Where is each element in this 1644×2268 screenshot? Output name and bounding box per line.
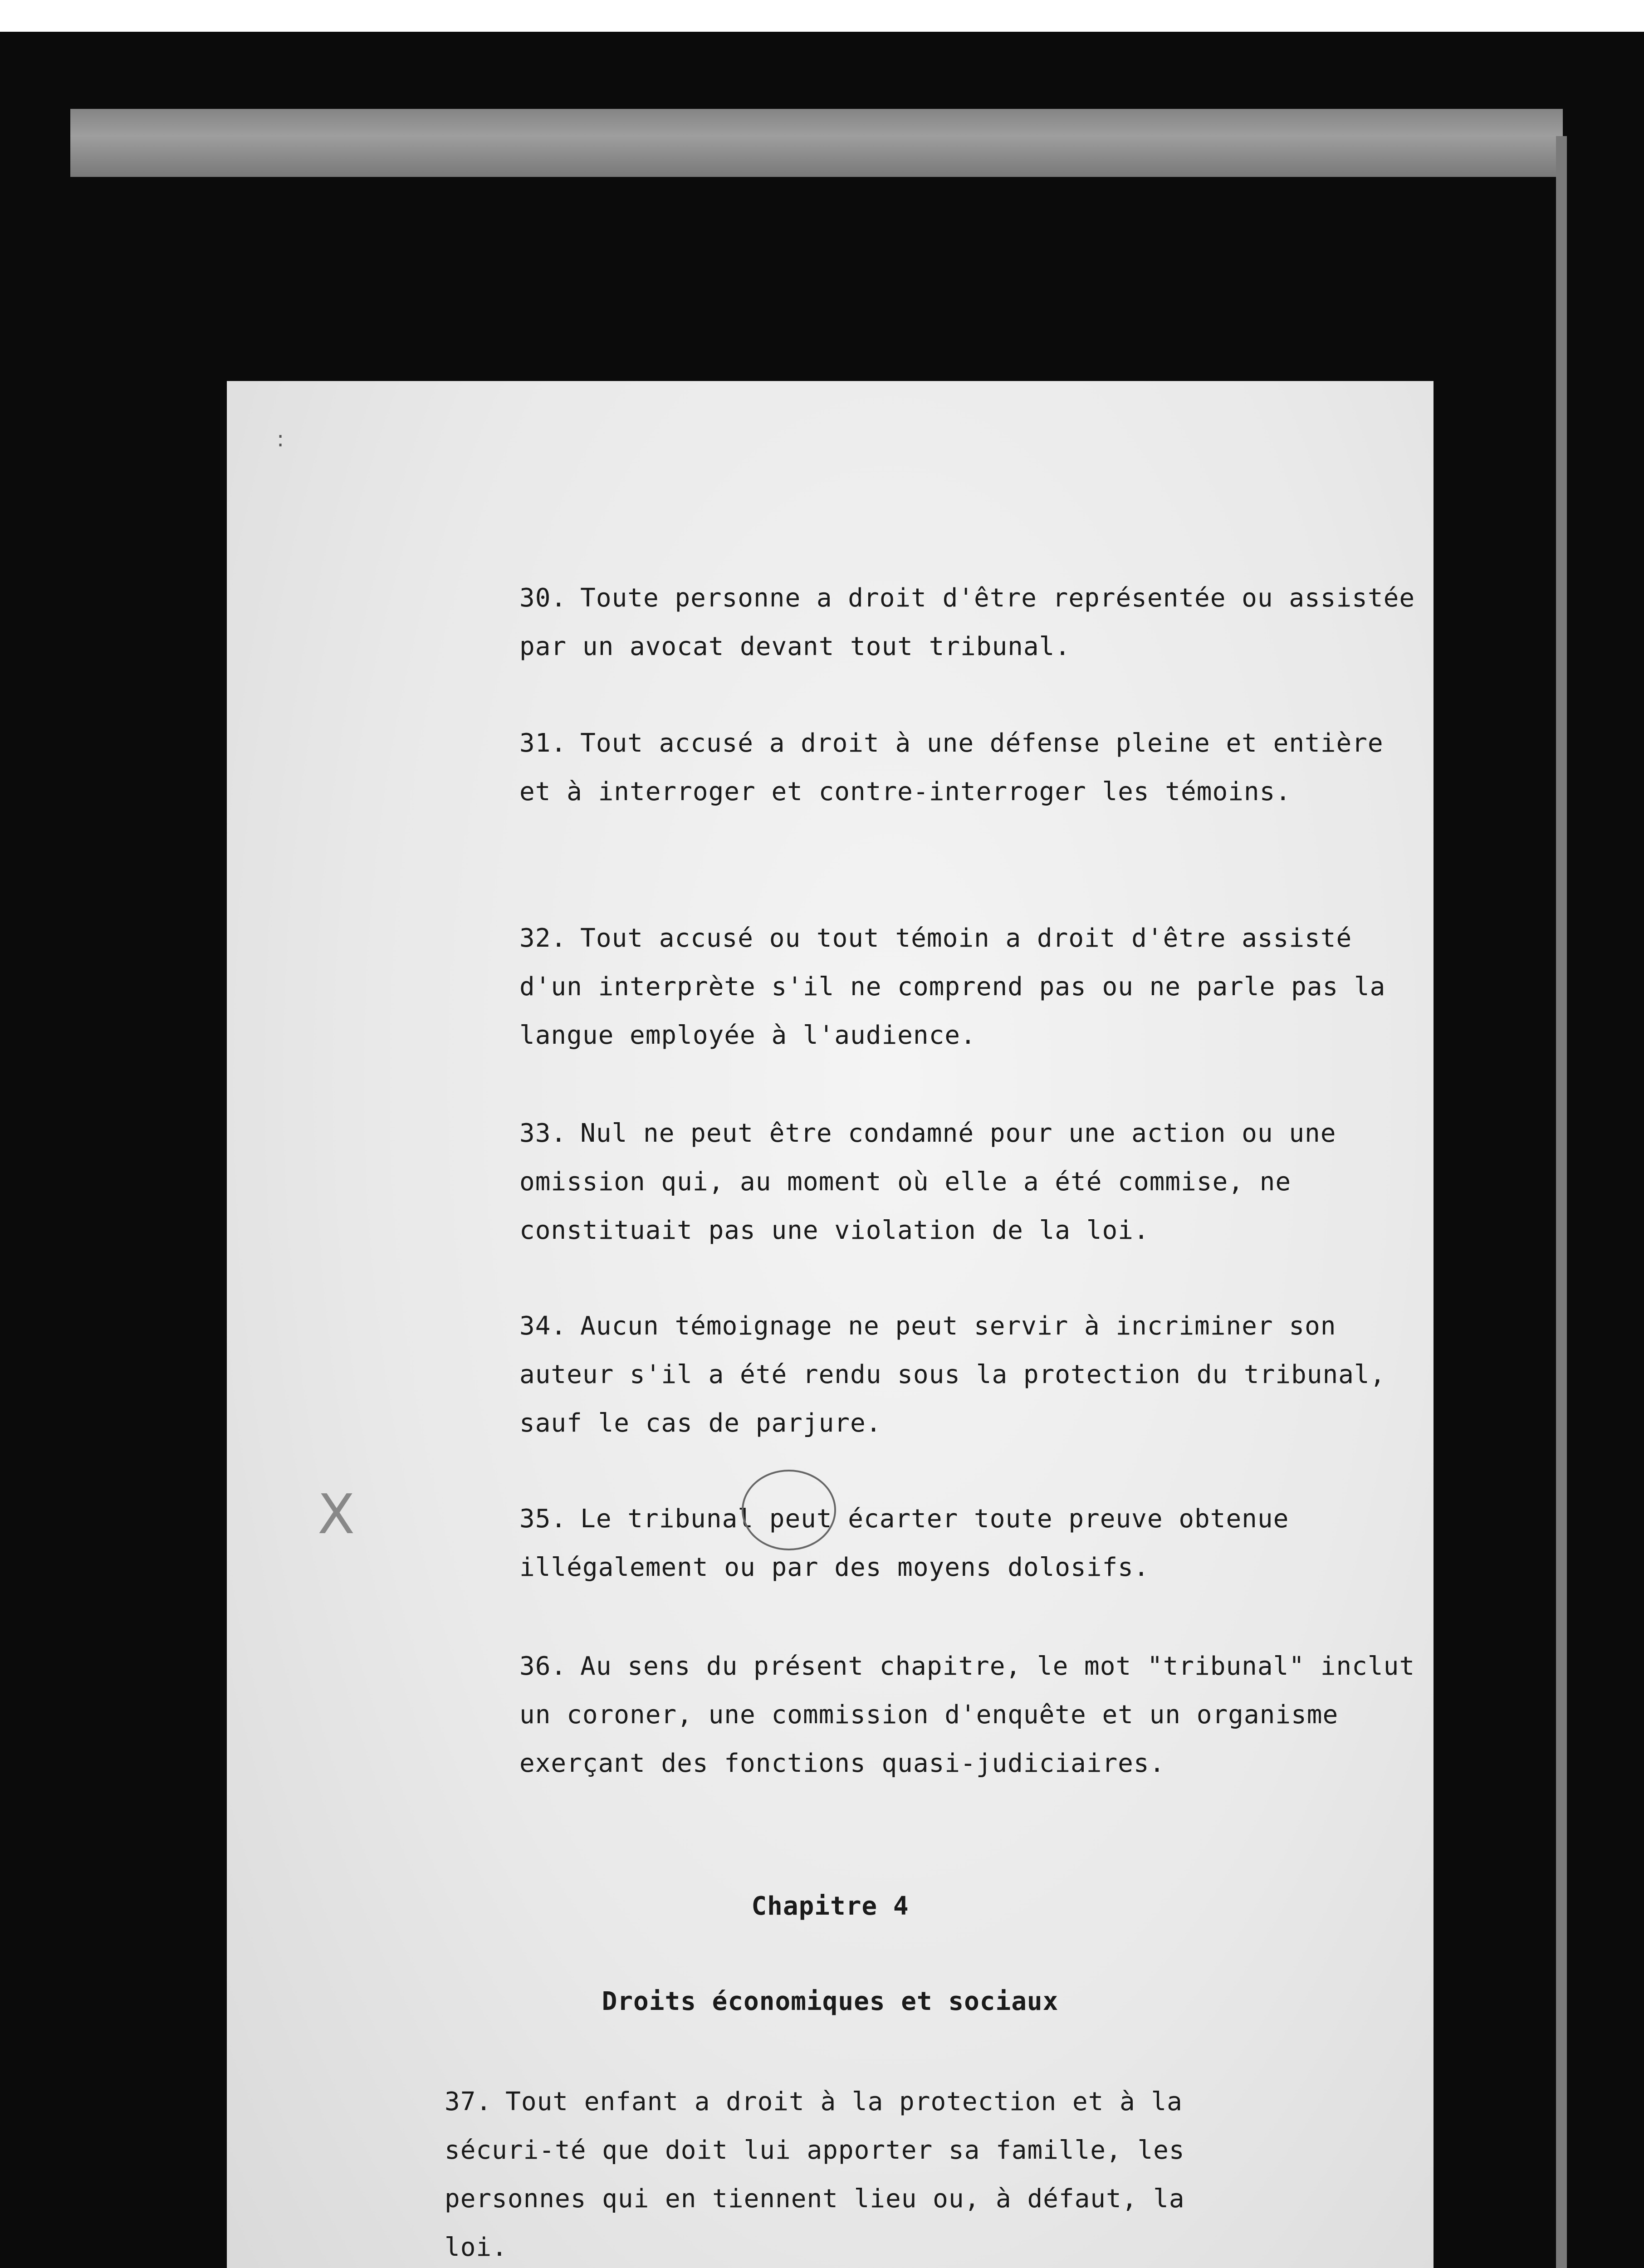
film-right-edge [1556, 136, 1567, 2268]
document-page [227, 381, 1434, 2268]
paragraph-text: Aucun témoignage ne peut servir à incriminer son auteur s'il a été rendu sous la protection du tribunal, sauf le cas de parjure. [519, 1311, 1402, 1438]
paragraph-text: Toute personne a droit d'être représentée ou assistée par un avocat devant tout tribunal. [519, 583, 1431, 661]
paragraph-text: Le tribunal peut écarter toute preuve obtenue illégalement ou par des moyens dolosifs. [519, 1504, 1305, 1582]
film-top-strip [70, 109, 1563, 177]
circled-word-mark [742, 1470, 836, 1550]
paragraph-37 [445, 2077, 1261, 2268]
paragraph-31 [519, 719, 1427, 816]
paragraph-34 [519, 1302, 1427, 1447]
paragraph-number: 33. [519, 1119, 567, 1148]
paragraph-text: Tout accusé ou tout témoin a droit d'être assisté d'un interprète s'il ne comprend pas ou ne parle pas la langue employée à l'audience. [519, 924, 1402, 1050]
paragraph-33 [519, 1109, 1427, 1255]
paragraph-number: 36. [519, 1652, 567, 1681]
paragraph-32 [519, 914, 1427, 1060]
paragraph-text: Tout enfant a droit à la protection et à la sécuri-té que doit lui apporter sa famille, les personnes qui en tiennent lieu ou, à défaut, la loi. [445, 2087, 1201, 2262]
margin-x-mark: X [318, 1483, 355, 1546]
paragraph-number: 37. [445, 2087, 492, 2116]
paragraph-35 [519, 1495, 1427, 1592]
paragraph-text: Nul ne peut être condamné pour une action ou une omission qui, au moment où elle a été commise, ne constituait pas une violation de la loi. [519, 1119, 1352, 1245]
paragraph-number: 32. [519, 924, 567, 953]
paragraph-number: 35. [519, 1504, 567, 1534]
paragraph-number: 30. [519, 583, 567, 613]
paragraph-number: 31. [519, 728, 567, 758]
chapter-title: Droits économiques et sociaux [602, 1987, 1059, 2016]
chapter-heading: Chapitre 4 [751, 1892, 909, 1921]
paragraph-text: Tout accusé a droit à une défense pleine et entière et à interroger et contre-interroger les témoins. [519, 728, 1399, 807]
paragraph-number: 34. [519, 1311, 567, 1341]
paragraph-text: Au sens du présent chapitre, le mot "tribunal" inclut un coroner, une commission d'enquête et un organisme exerçant des fonctions quasi-judiciaires. [519, 1652, 1431, 1778]
margin-dot-mark: : [277, 426, 284, 452]
paragraph-30 [519, 574, 1431, 671]
paragraph-36 [519, 1642, 1431, 1788]
